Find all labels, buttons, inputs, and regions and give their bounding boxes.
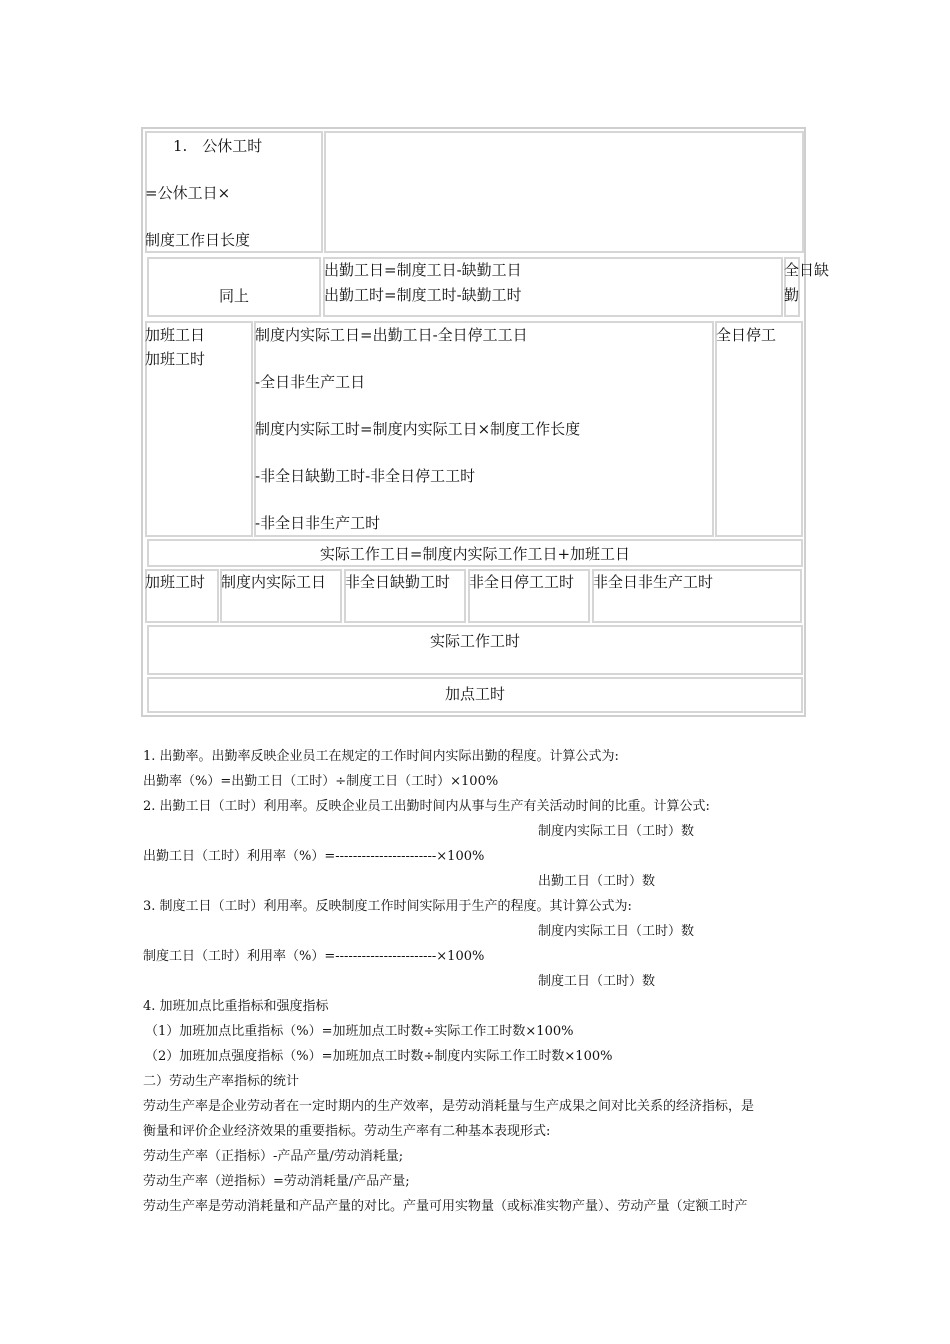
r6-text: 实际工作工时: [429, 632, 520, 650]
cell-r3-right: [715, 321, 803, 537]
text-line-13: （2）加班加点强度指标（%）=加班加点工时数÷制度内实际工作工时数×100%: [145, 1049, 613, 1064]
text-line-19: 劳动生产率是劳动消耗量和产品产量的对比。产量可用实物量（或标准实物产量）、劳动产量（定额工时产: [143, 1199, 748, 1214]
cell-r7: [147, 677, 803, 713]
text-line-7: 3. 制度工日（工时）利用率。反映制度工作时间实际用于生产的程度。其计算公式为:: [143, 899, 632, 914]
text-line-1: 1. 出勤率。出勤率反映企业员工在规定的工作时间内实际出勤的程度。计算公式为:: [143, 749, 619, 764]
r7-text: 加点工时: [444, 685, 505, 703]
r3-left-line2: 加班工时: [145, 350, 206, 368]
r3-mid-line3: 制度内实际工时=制度内实际工日×制度工作长度: [255, 420, 581, 438]
r1-left-line3: 制度工作日长度: [145, 231, 251, 249]
text-line-15: 劳动生产率是企业劳动者在一定时期内的生产效率，是劳动消耗量与生产成果之间对比关系的经济指标，是: [143, 1099, 755, 1114]
r2-left: 同上: [219, 287, 250, 305]
r1-left-line2: =公休工日×: [145, 184, 231, 202]
r3-mid-line1: 制度内实际工日=出勤工日-全日停工工日: [255, 326, 528, 344]
formula-numerator-2: 制度内实际工日（工时）数: [538, 924, 695, 939]
formula-line-1: 出勤工日（工时）利用率（%）=-----------------------×100%: [143, 849, 485, 864]
r3-mid-line4: -非全日缺勤工时-非全日停工工时: [255, 467, 476, 485]
text-line-18: 劳动生产率（逆指标）=劳动消耗量/产品产量;: [143, 1174, 410, 1189]
text-line-3: 2. 出勤工日（工时）利用率。反映企业员工出勤时间内从事与生产有关活动时间的比重。计算公式:: [143, 799, 710, 814]
r2-right-line2: 勤: [784, 286, 800, 304]
r3-mid-line2: -全日非生产工日: [255, 373, 366, 391]
r2-mid-line2: 出勤工时=制度工时-缺勤工时: [324, 286, 522, 304]
r3-right: 全日停工: [716, 326, 777, 344]
r2-right-line1: 全日缺: [784, 261, 830, 279]
text-line-11: 4. 加班加点比重指标和强度指标: [143, 999, 329, 1014]
cell-r1-right: [324, 131, 804, 253]
cell-r6: [147, 625, 803, 675]
text-line-16: 衡量和评价企业经济效果的重要指标。劳动生产率有二种基本表现形式:: [143, 1124, 551, 1139]
formula-numerator-1: 制度内实际工日（工时）数: [538, 824, 695, 839]
r1-left-line1: 1. 公休工时: [173, 137, 263, 155]
r3-mid-line5: -非全日非生产工时: [255, 514, 381, 532]
r2-mid-line1: 出勤工日=制度工日-缺勤工日: [324, 261, 522, 279]
labor-time-table: [141, 127, 830, 717]
formula-denominator-2: 制度工日（工时）数: [538, 974, 656, 989]
section-heading: 二）劳动生产率指标的统计: [143, 1074, 300, 1089]
cell-r4: [147, 539, 803, 567]
text-line-17: 劳动生产率（正指标）-产品产量/劳动消耗量;: [143, 1149, 404, 1164]
text-line-2: 出勤率（%）=出勤工日（工时）÷制度工日（工时）×100%: [143, 774, 499, 789]
formula-line-2: 制度工日（工时）利用率（%）=-----------------------×100%: [143, 949, 485, 964]
r3-left-line1: 加班工日: [145, 326, 206, 344]
r5-col2: 制度内实际工日: [221, 573, 327, 591]
r4-text: 实际工作工日=制度内实际工作工日+加班工日: [319, 545, 631, 563]
r5-col3: 非全日缺勤工时: [345, 573, 451, 591]
formula-denominator-1: 出勤工日（工时）数: [538, 874, 656, 889]
text-line-12: （1）加班加点比重指标（%）=加班加点工时数÷实际工作工时数×100%: [145, 1024, 574, 1039]
r5-col4: 非全日停工工时: [469, 573, 575, 591]
r5-col1: 加班工时: [145, 573, 206, 591]
r5-col5: 非全日非生产工时: [593, 573, 714, 591]
